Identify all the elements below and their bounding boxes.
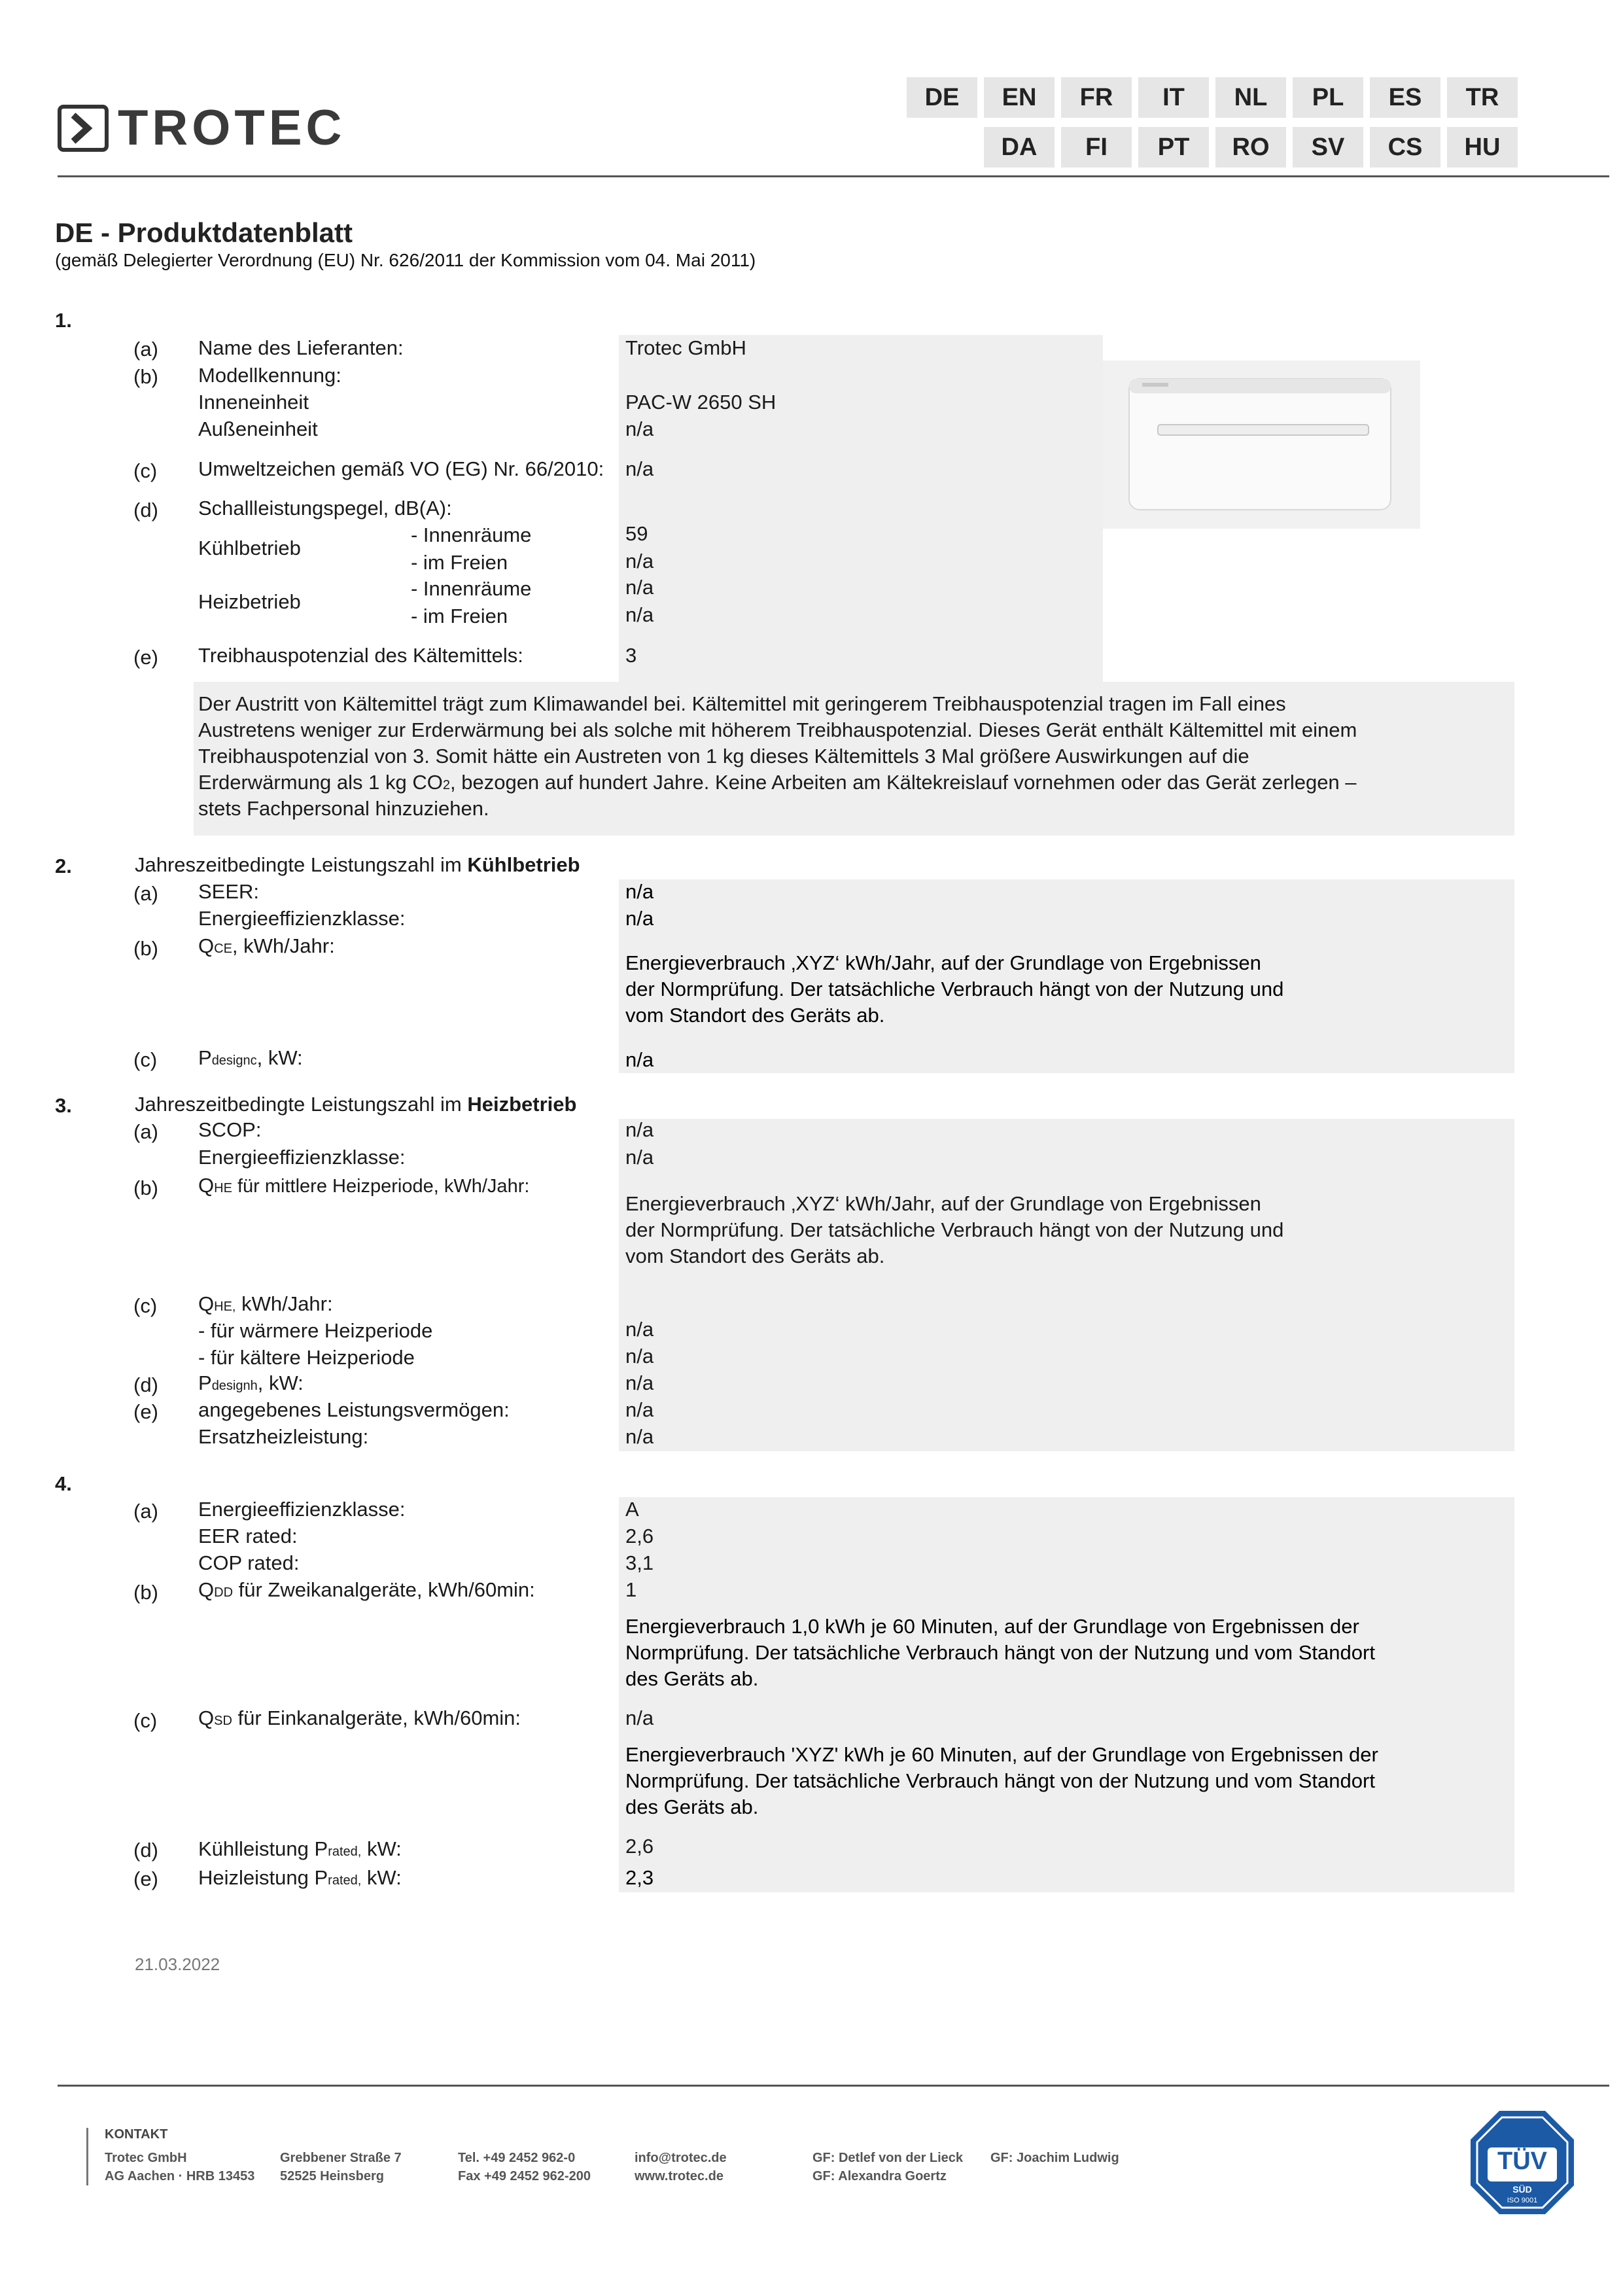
s3-e-letter: (e) [133,1400,158,1423]
qhe-c-subscript: HE, [214,1299,236,1314]
cooling-capacity-unit: kW: [361,1837,402,1860]
page-subtitle: (gemäß Delegierter Verordnung (EU) Nr. 626/2011 der Kommission vom 04. Mai 2011) [55,250,756,270]
heating-inside-value: n/a [625,576,654,599]
s3-b-letter: (b) [133,1176,158,1199]
s3-consumption-line-1: Energieverbrauch ‚XYZ‘ kWh/Jahr, auf der Grundlage von Ergebnissen [625,1192,1261,1215]
indoor-unit-value: PAC-W 2650 SH [625,391,777,414]
s1-b-letter: (b) [133,365,158,388]
language-button-ro[interactable]: RO [1215,127,1286,168]
footer-gf-3: GF: Joachim Ludwig [990,2151,1119,2165]
heating-inside-label: - Innenräume [411,577,532,600]
refrigerant-note-line-2: Austretens weniger zur Erderwärmung bei als solche mit höherem Treibhauspotenzial. Dieses Gerät enthält Kältemittel mit einem [198,718,1357,741]
footer-vertical-bar [86,2128,88,2185]
tuv-sub-label: SÜD [1512,2184,1532,2195]
ecolabel-value: n/a [625,457,654,480]
qhe-subscript: HE [214,1181,232,1195]
footer-company: Trotec GmbH [105,2151,187,2165]
heating-capacity-subscript: rated, [328,1873,362,1888]
product-image [1103,361,1420,529]
section-3-heading-text: Jahreszeitbedingte Leistungszahl im [135,1093,468,1116]
seer-label: SEER: [198,880,260,903]
footer-gf-1: GF: Detlef von der Lieck [812,2151,964,2165]
qhe-symbol: Q [198,1174,215,1197]
section-4-value-background [619,1497,1514,1892]
qdd-value: 1 [625,1578,637,1601]
qdd-unit: für Zweikanalgeräte, kWh/60min: [233,1578,535,1601]
trotec-logo [58,100,424,156]
pdesignh-value: n/a [625,1371,654,1394]
note-line-4-start: Erderwärmung als 1 kg CO [198,771,443,794]
seer-value: n/a [625,880,654,903]
pdesignc-label [198,1045,303,1074]
sd-consumption-line-3: des Geräts ab. [625,1795,759,1818]
scop-label: SCOP: [198,1118,262,1141]
s3-d-letter: (d) [133,1373,158,1396]
warmer-season-label: - für wärmere Heizperiode [198,1319,433,1342]
language-button-sv[interactable]: SV [1293,127,1363,168]
language-button-it[interactable]: IT [1138,77,1209,118]
cooling-capacity-value: 2,6 [625,1835,654,1858]
language-button-de[interactable]: DE [907,77,977,118]
qsd-label [198,1705,521,1734]
dd-consumption-line-2: Normprüfung. Der tatsächliche Verbrauch hängt von der Nutzung und vom Standort [625,1641,1375,1664]
eer-label: EER rated: [198,1525,298,1547]
qce-subscript: CE [214,942,232,956]
s3-consumption-line-3: vom Standort des Geräts ab. [625,1245,885,1267]
outdoor-unit-value: n/a [625,417,654,440]
cooling-mode-label: Kühlbetrieb [198,537,301,559]
qdd-subscript: DD [214,1585,234,1600]
model-label: Modellkennung: [198,364,341,387]
qhe-c-unit: kWh/Jahr: [236,1292,333,1315]
footer-phone: Tel. +49 2452 962-0 [458,2151,576,2165]
cop-value: 3,1 [625,1551,654,1574]
section-4-number: 4. [55,1472,72,1495]
pdesignh-symbol: P [198,1371,212,1394]
pdesignc-subscript: designc [211,1053,257,1068]
scop-value: n/a [625,1118,654,1141]
logo-arrow-icon [58,105,109,152]
gwp-value: 3 [625,644,637,667]
logo-wordmark: TROTEC [118,100,346,156]
language-button-en[interactable]: EN [984,77,1055,118]
s3-a-letter: (a) [133,1120,158,1143]
tuv-iso-label: ISO 9001 [1507,2197,1538,2204]
colder-season-label: - für kältere Heizperiode [198,1346,415,1369]
refrigerant-note-line-5: stets Fachpersonal hinzuziehen. [198,797,489,820]
supplier-value: Trotec GmbH [625,336,746,359]
qhe-average-label [198,1173,529,1201]
s3-consumption-line-2: der Normprüfung. Der tatsächliche Verbrauch hängt von der Nutzung und [625,1218,1284,1241]
s1-c-letter: (c) [133,459,158,482]
heating-mode-label: Heizbetrieb [198,590,301,613]
s4-b-letter: (b) [133,1581,158,1604]
language-button-tr[interactable]: TR [1447,77,1518,118]
sd-consumption-line-1: Energieverbrauch 'XYZ' kWh je 60 Minuten, auf der Grundlage von Ergebnissen der [625,1743,1378,1766]
qsd-unit: für Einkanalgeräte, kWh/60min: [232,1706,521,1729]
cooling-inside-value: 59 [625,522,648,545]
pdesignh-label [198,1370,304,1399]
s2-efficiency-label: Energieeffizienzklasse: [198,907,406,930]
document-date: 21.03.2022 [135,1954,220,1974]
s1-a-letter: (a) [133,338,158,361]
s4-a-letter: (a) [133,1500,158,1523]
tuv-label: TÜV [1497,2147,1547,2175]
footer-divider [58,2085,1609,2087]
language-button-hu[interactable]: HU [1447,127,1518,168]
backup-heating-value: n/a [625,1425,654,1448]
s3-efficiency-value: n/a [625,1146,654,1169]
qce-label [198,933,335,962]
pdesignh-unit: , kW: [257,1371,304,1394]
cooling-capacity-label [198,1836,402,1865]
cooling-outside-label: - im Freien [411,551,508,574]
cooling-capacity-text: Kühlleistung P [198,1837,328,1860]
section-1-number: 1. [55,309,72,332]
language-button-nl[interactable]: NL [1215,77,1286,118]
section-2-heading-bold: Kühlbetrieb [467,853,580,876]
heating-outside-value: n/a [625,603,654,626]
language-button-fi[interactable]: FI [1061,127,1132,168]
dd-consumption-line-1: Energieverbrauch 1,0 kWh je 60 Minuten, auf der Grundlage von Ergebnissen der [625,1615,1359,1638]
qhe-average-rest: für mittlere Heizperiode, kWh/Jahr: [232,1176,530,1197]
outdoor-unit-label: Außeneinheit [198,417,318,440]
footer-email-link[interactable]: info@trotec.de [635,2151,727,2165]
qsd-value: n/a [625,1706,654,1729]
qsd-subscript: SD [214,1714,232,1728]
note-line-4-end: , bezogen auf hundert Jahre. Keine Arbeiten am Kältekreislauf vornehmen oder das Gerät zerlegen – [450,771,1357,794]
footer-gf-2: GF: Alexandra Goertz [812,2169,947,2183]
dd-consumption-line-3: des Geräts ab. [625,1667,759,1690]
section-2-heading-text: Jahreszeitbedingte Leistungszahl im [135,853,468,876]
language-button-cs[interactable]: CS [1370,127,1440,168]
qdd-label [198,1577,535,1606]
heating-capacity-unit: kW: [361,1866,402,1889]
language-button-pl[interactable]: PL [1293,77,1363,118]
section-2-heading [135,852,580,878]
s2-c-letter: (c) [133,1048,158,1071]
refrigerant-note-line-4 [198,769,1357,798]
warmer-season-value: n/a [625,1318,654,1341]
footer-register: AG Aachen · HRB 13453 [105,2169,255,2183]
cooling-inside-label: - Innenräume [411,523,532,546]
heating-capacity-value: 2,3 [625,1866,654,1889]
sound-power-label: Schallleistungspegel, dB(A): [198,497,452,520]
ecolabel-label: Umweltzeichen gemäß VO (EG) Nr. 66/2010: [198,457,604,480]
supplier-label: Name des Lieferanten: [198,336,404,359]
footer-kontakt: KONTAKT [105,2127,168,2142]
refrigerant-note-line-1: Der Austritt von Kältemittel trägt zum Klimawandel bei. Kältemittel mit geringerem Treibhauspotenzial tragen im Fall eines [198,692,1286,715]
gwp-label: Treibhauspotenzial des Kältemittels: [198,644,523,667]
section-1-value-background [619,335,1103,682]
eer-value: 2,6 [625,1525,654,1547]
language-button-da[interactable]: DA [984,127,1055,168]
language-button-pt[interactable]: PT [1138,127,1209,168]
s2-consumption-line-3: vom Standort des Geräts ab. [625,1004,885,1027]
pdesignc-symbol: P [198,1046,212,1069]
qce-symbol: Q [198,934,215,957]
section-3-heading [135,1091,576,1118]
s4-efficiency-value: A [625,1498,639,1521]
section-2-number: 2. [55,855,72,877]
pdesignc-unit: , kW: [256,1046,303,1069]
s2-a-letter: (a) [133,882,158,905]
s4-e-letter: (e) [133,1867,158,1890]
cop-label: COP rated: [198,1551,300,1574]
backup-heating-label: Ersatzheizleistung: [198,1425,369,1448]
footer-city: 52525 Heinsberg [280,2169,384,2183]
section-3-value-background [619,1119,1514,1451]
s2-b-letter: (b) [133,937,158,960]
s1-d-letter: (d) [133,499,158,521]
footer-web-link[interactable]: www.trotec.de [635,2169,724,2183]
header-divider [58,175,1609,177]
qhe-label [198,1291,333,1320]
qce-unit: , kWh/Jahr: [232,934,335,957]
pdesignh-subscript: designh [211,1379,258,1393]
cooling-capacity-subscript: rated, [328,1845,362,1859]
footer-street: Grebbener Straße 7 [280,2151,402,2165]
heating-capacity-text: Heizleistung P [198,1866,328,1889]
sd-consumption-line-2: Normprüfung. Der tatsächliche Verbrauch hängt von der Nutzung und vom Standort [625,1769,1375,1792]
qhe-c-symbol: Q [198,1292,215,1315]
declared-capacity-value: n/a [625,1398,654,1421]
s3-efficiency-label: Energieeffizienzklasse: [198,1146,406,1169]
language-button-es[interactable]: ES [1370,77,1440,118]
page-title: DE - Produktdatenblatt [55,217,353,248]
s3-c-letter: (c) [133,1294,158,1317]
heating-outside-label: - im Freien [411,605,508,627]
indoor-unit-label: Inneneinheit [198,391,309,414]
cooling-outside-value: n/a [625,550,654,573]
footer-fax: Fax +49 2452 962-200 [458,2169,591,2183]
s2-consumption-line-2: der Normprüfung. Der tatsächliche Verbrauch hängt von der Nutzung und [625,978,1284,1000]
air-conditioner-illustration [1103,361,1420,529]
s1-e-letter: (e) [133,646,158,669]
language-button-fr[interactable]: FR [1061,77,1132,118]
s4-d-letter: (d) [133,1839,158,1862]
tuv-certification-badge [1468,2108,1577,2217]
s4-c-letter: (c) [133,1709,158,1732]
qdd-symbol: Q [198,1578,215,1601]
refrigerant-note-line-3: Treibhauspotenzial von 3. Somit hätte ein Austreten von 1 kg dieses Kältemittels 3 Mal größere Auswirkungen auf die [198,745,1249,768]
co2-subscript: 2 [442,778,450,792]
heating-capacity-label [198,1865,402,1894]
declared-capacity-label: angegebenes Leistungsvermögen: [198,1398,510,1421]
s2-consumption-line-1: Energieverbrauch ‚XYZ‘ kWh/Jahr, auf der Grundlage von Ergebnissen [625,951,1261,974]
pdesignc-value: n/a [625,1048,654,1071]
colder-season-value: n/a [625,1345,654,1368]
qsd-symbol: Q [198,1706,215,1729]
s2-efficiency-value: n/a [625,907,654,930]
section-3-heading-bold: Heizbetrieb [467,1093,577,1116]
section-3-number: 3. [55,1094,72,1117]
s4-efficiency-label: Energieeffizienzklasse: [198,1498,406,1521]
